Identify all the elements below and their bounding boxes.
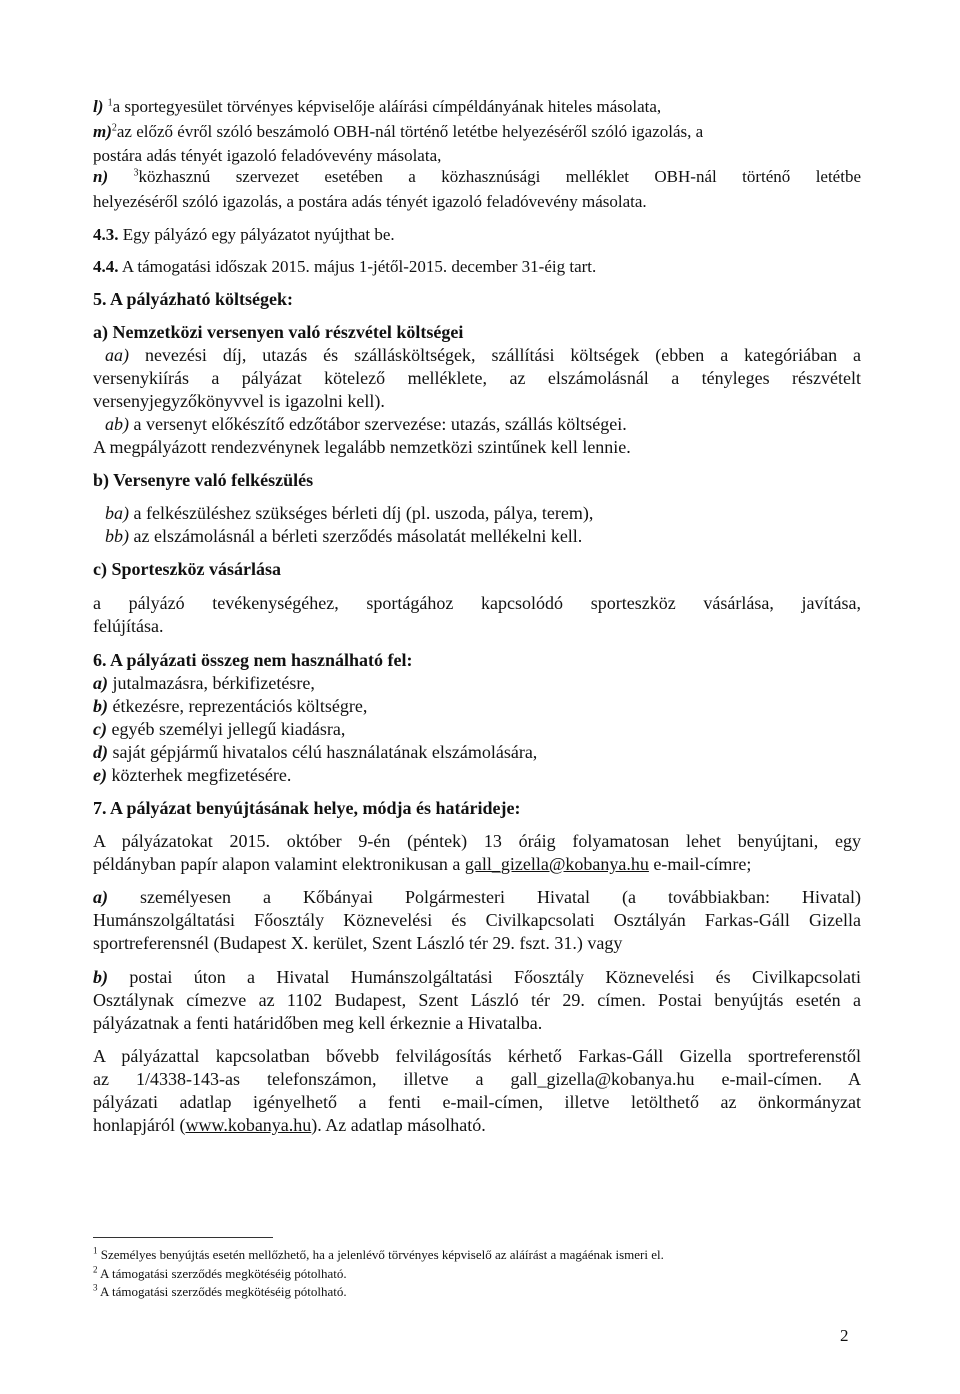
section-5b-heading: b) Versenyre való felkészülés (93, 470, 314, 490)
section-7-p1-l1: A pályázatokat 2015. október 9-én (péntek) 13 óráig folyamatosan lehet benyújtani, egy (93, 831, 861, 851)
email-link[interactable]: gall_gizella@kobanya.hu (464, 854, 649, 874)
section-4-3: 4.3. Egy pályázó egy pályázatot nyújthat be. (93, 225, 395, 244)
section-5c-l1: a pályázó tevékenységéhez, sportágához kapcsolódó sporteszköz vásárlása, javítása, (93, 593, 861, 613)
section-7-a-l2: Humánszolgáltatási Főosztály Köznevelési és Civilkapcsolati Osztályán Farkas-Gáll Gizella (93, 910, 861, 930)
section-6-item-a: a) jutalmazásra, bérkifizetésre, (93, 673, 315, 693)
section-6-heading: 6. A pályázati összeg nem használható fel: (93, 650, 413, 670)
item-n: n) $^3$közhasznú szervezet esetében a közhasznúsági melléklet OBH-nál történő letétbe (93, 167, 861, 186)
website-link[interactable]: www.kobanya.hu (185, 1115, 312, 1135)
item-aa: aa) nevezési díj, utazás és szállásköltségek, szállítási költségek (ebben a kategóriában a (105, 345, 861, 365)
section-5a-heading: a) Nemzetközi versenyen való részvétel költségei (93, 322, 464, 342)
section-7-p2-l2: az 1/4338-143-as telefonszámon, illetve a gall_gizella@kobanya.hu e-mail-címen. A (93, 1069, 861, 1089)
section-7-a-l3: sportreferensnél (Budapest X. kerület, Szent László tér 29. fszt. 31.) vagy (93, 933, 623, 953)
item-aa-l2: versenykiírás a pályázat kötelező melléklete, az elszámolásnál a tényleges részvételt (93, 368, 861, 388)
section-7-p2-l3: pályázati adatlap igényelhető a fenti e-mail-címen, illetve letölthető az önkormányzat (93, 1092, 861, 1112)
section-6-item-c: c) egyéb személyi jellegű kiadásra, (93, 719, 346, 739)
section-7-p1-l2: példányban papír alapon valamint elektronikusan a gall_gizella@kobanya.hu e-mail-címre; (93, 854, 752, 874)
section-7-b-l2: Osztálynak címezve az 1102 Budapest, Szent László tér 29. címen. Postai benyújtás esetén a (93, 990, 861, 1010)
footnote-rule (93, 1237, 273, 1238)
section-4-4: 4.4. A támogatási időszak 2015. május 1-jétől-2015. december 31-éig tart. (93, 257, 597, 276)
item-aa-l3: versenyjegyzőkönyvvel is igazolni kell). (93, 391, 385, 411)
section-7-a-l1: a) személyesen a Kőbányai Polgármesteri Hivatal (a továbbiakban: Hivatal) (93, 887, 862, 907)
section-6-item-d: d) saját gépjármű hivatalos célú használatának elszámolására, (93, 742, 538, 762)
section-5a-note: A megpályázott rendezvénynek legalább nemzetközi szintűnek kell lennie. (93, 437, 631, 457)
section-7-b-l1: b) postai úton a Hivatal Humánszolgáltatási Főosztály Köznevelési és Civilkapcsolati (93, 967, 862, 987)
item-bb: bb) az elszámolásnál a bérleti szerződés másolatát mellékelni kell. (105, 526, 583, 546)
section-5-heading: 5. A pályázható költségek: (93, 289, 294, 309)
section-7-p2-l4: honlapjáról (www.kobanya.hu). Az adatlap másolható. (93, 1115, 486, 1135)
section-7-p2-l1: A pályázattal kapcsolatban bővebb felvilágosítás kérhető Farkas-Gáll Gizella sportreferenstől (93, 1046, 861, 1066)
section-6-item-b: b) étkezésre, reprezentációs költségre, (93, 696, 368, 716)
item-m: m)$^2$az előző évről szóló beszámoló OBH-nál történő letétbe helyezéséről szóló igazolás, a (93, 122, 704, 141)
item-m-cont: postára adás tényét igazoló feladóvevény másolata, (93, 146, 442, 165)
section-5c-l2: felújítása. (93, 616, 164, 636)
footnote-1: $^1$ Személyes benyújtás esetén mellőzhető, ha a jelenlévő törvényes képviselő az aláírást a magáénak ismeri el. (93, 1245, 664, 1262)
section-6-item-e: e) közterhek megfizetésére. (93, 765, 292, 785)
section-7-b-l3: pályázatnak a fenti határidőben meg kell érkeznie a Hivatalba. (93, 1013, 543, 1033)
footnote-2: $^2$ A támogatási szerződés megkötéséig pótolható. (93, 1264, 347, 1281)
footnote-3: $^3$ A támogatási szerződés megkötéséig pótolható. (93, 1282, 347, 1299)
section-5c-heading: c) Sporteszköz vásárlása (93, 559, 281, 579)
page-number: 2 (840, 1326, 849, 1345)
item-ba: ba) a felkészüléshez szükséges bérleti díj (pl. uszoda, pálya, terem), (105, 503, 594, 523)
section-7-heading: 7. A pályázat benyújtásának helye, módja és határideje: (93, 798, 521, 818)
item-n-cont: helyezéséről szóló igazolás, a postára adás tényét igazoló feladóvevény másolata. (93, 192, 647, 211)
item-ab: ab) a versenyt előkészítő edzőtábor szervezése: utazás, szállás költségei. (105, 414, 627, 434)
item-l: l) $^1$a sportegyesület törvényes képviselője aláírási címpéldányának hiteles másolata, (93, 97, 662, 116)
